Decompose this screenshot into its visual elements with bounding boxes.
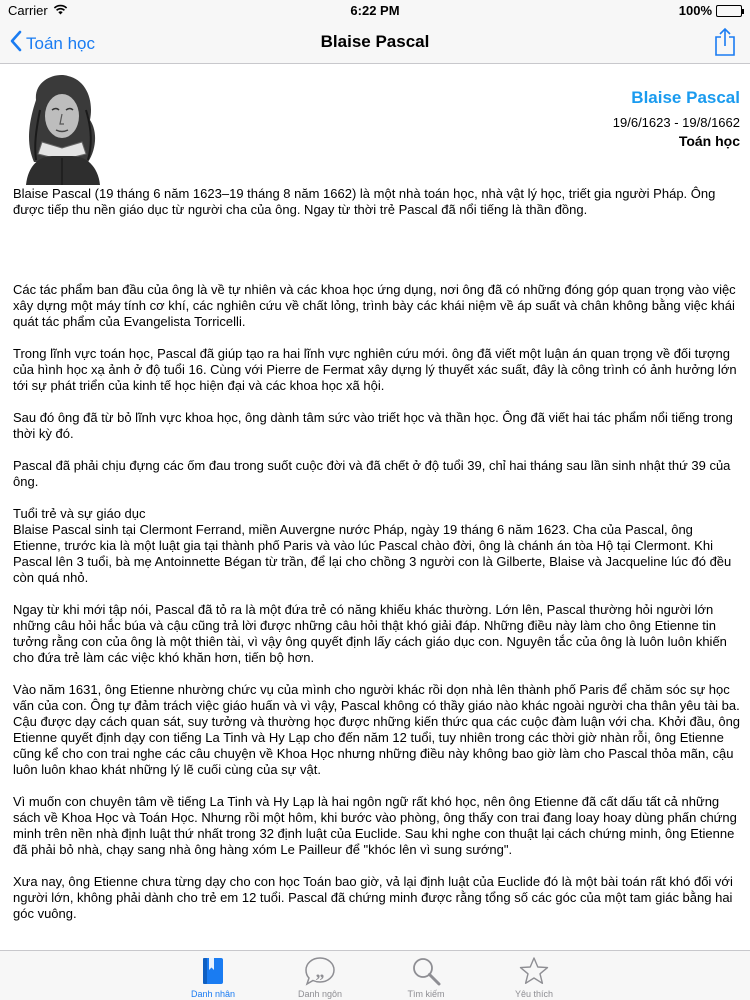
battery-icon [716,5,742,17]
share-button[interactable] [714,27,736,62]
portrait-image [6,70,116,185]
person-name: Blaise Pascal [631,88,740,107]
paragraph: Sau đó ông đã từ bỏ lĩnh vực khoa học, ông dành tâm sức vào triết học và thần học. Ông đã viết hai tác phẩm nổi tiếng trong thời kỳ đó. [13,410,733,441]
paragraph: Pascal đã phải chịu đựng các ốm đau trong suốt cuộc đời và đã chết ở độ tuổi 39, chỉ hai tháng sau lần sinh nhật thứ 39 của ông. [13,458,731,489]
tab-bar [0,950,750,1000]
tab-label: Yêu thích [514,989,554,999]
paragraph: Trong lĩnh vực toán học, Pascal đã giúp tạo ra hai lĩnh vực nghiên cứu mới. ông đã viết một luận án quan trọng về đối tượng của hình học xạ ảnh ở độ tuổi 16. Cùng với Pierre de Fermat xây dựng lý thuyết xác suất, đây là công trình có ảnh hưởng lớn tới sự phát triển của kinh tế học hiện đại và các khoa học xã hội. [13,346,737,393]
paragraph: Vào năm 1631, ông Etienne nhường chức vụ của mình cho người khác rồi dọn nhà lên thành phố Paris để chăm sóc sự học vấn của con. Ông tự đảm trách việc giáo huấn và vì vậy, Pascal không có thầy giáo nào khác ngoài người cha thân yêu tài ba. Cậu được dạy cách quan sát, suy tưởng và thường học được những kiến thức qua các cuộc đàm luận với cha. Khởi đầu, ông Etienne quyết định dạy con tiếng La Tinh và Hy Lạp cho đến năm 12 tuổi, tuy nhiên trong các thời giờ nhàn rỗi, ông Etienne cũng kể cho con trai nghe các câu chuyện về Khoa Học nhưng những điều này không bao giờ làm cho Pascal thỏa mãn, cậu luôn luôn khao khát những lý lẽ cuối cùng của sự vật. [13,682,741,777]
paragraph: Các tác phẩm ban đầu của ông là về tự nhiên và các khoa học ứng dụng, nơi ông đã có những đóng góp quan trọng vào việc xây dựng một máy tính cơ khí, các nghiên cứu về chất lỏng, trình bày các khái niệm về áp suất và chân không bằng việc khái quát tác phẩm của Evangelista Torricelli. [13,282,736,329]
back-button-label: Toán học [26,33,95,53]
page-title: Blaise Pascal [320,32,430,51]
book-icon [163,955,263,987]
detail-content[interactable] [0,64,750,950]
navigation-bar [0,22,750,64]
paragraph: Ngay từ khi mới tập nói, Pascal đã tỏ ra là một đứa trẻ có năng khiếu khác thường. Lớn lên, Pascal thường hỏi người lớn những câu hỏi hắc búa và cậu cũng trả lời được những câu hỏi thật khó giải đáp. Những điều này làm cho ông Etienne tin tưởng rằng con của ông là một thiên tài, vì vậy ông quyết định lấy cách giáo dục con. Nguyên tắc của ông là luôn luôn khiến cho đứa trẻ làm các việc khó khăn hơn, tiến bộ hơn. [13,602,727,665]
person-dates: 19/6/1623 - 19/8/1662 [612,115,740,130]
paragraph: Xưa nay, ông Etienne chưa từng dạy cho con học Toán bao giờ, vả lại định luật của Euclide đó là một bài toán rất khó đối với người lớn, không phải dành cho trẻ em 12 tuổi. Pascal đã chứng minh được rằng tổng số các góc của một tam giác bằng hai góc vuông. [13,874,733,921]
status-bar [0,0,750,22]
person-category: Toán học [678,133,740,149]
tab-tim-kiem[interactable] [376,955,476,999]
battery-percent: 100% [678,3,712,18]
svg-text:„: „ [315,961,325,981]
quote-bubble-icon [270,955,370,987]
tab-label: Danh nhân [190,989,236,999]
tab-danh-nhan[interactable] [163,955,263,999]
share-icon [714,44,736,61]
star-icon [484,955,584,987]
magnifier-icon [376,955,476,987]
paragraph: Blaise Pascal (19 tháng 6 năm 1623–19 tháng 8 năm 1662) là một nhà toán học, nhà vật lý học, triết gia người Pháp. Ông được tiếp thu nền giáo dục từ người cha của ông. Ngay từ thời trẻ Pascal đã nổi tiếng là thần đồng. [13,186,716,217]
section-heading: Tuổi trẻ và sự giáo dục [13,506,146,521]
status-time: 6:22 PM [350,3,400,18]
tab-label: Danh ngôn [297,989,343,999]
person-header [613,88,740,149]
tab-yeu-thich[interactable] [484,955,584,999]
status-right [679,3,742,18]
paragraph: Vì muốn con chuyên tâm về tiếng La Tinh và Hy Lạp là hai ngôn ngữ rất khó học, nên ông Etienne đã cất dấu tất cả những sách về Khoa Học và Toán Học. Nhưng rồi một hôm, khi bước vào phòng, ông thấy con trai đang loay hoay dùng phấn chứng minh trên nền nhà định luật thứ nhất trong 32 định luật của Euclide. Sau khi nghe con thuật lại cách chứng minh, ông Etienne đã phải bỏ nhà, chạy sang nhà ông hàng xóm Le Pailleur để "khóc lên vì sung sướng". [13,794,737,857]
tab-label: Tìm kiếm [407,989,445,999]
tab-danh-ngon[interactable] [270,955,370,999]
carrier-label: Carrier [8,3,48,18]
biography-text [13,186,741,938]
paragraph: Blaise Pascal sinh tại Clermont Ferrand, miền Auvergne nước Pháp, ngày 19 tháng 6 năm 1623. Cha của Pascal, ông Etienne, trước kia là một luật gia tại thành phố Paris và vào lúc Pascal chào đời, ông là chánh án tòa Hộ tại Clermont. Khi Pascal lên 3 tuổi, bà mẹ Antoinnette Bégan từ trần, để lại cho chồng 3 người con là Gilberte, Blaise và Jacqueline lúc đó đều còn quá nhỏ. [13,522,732,585]
